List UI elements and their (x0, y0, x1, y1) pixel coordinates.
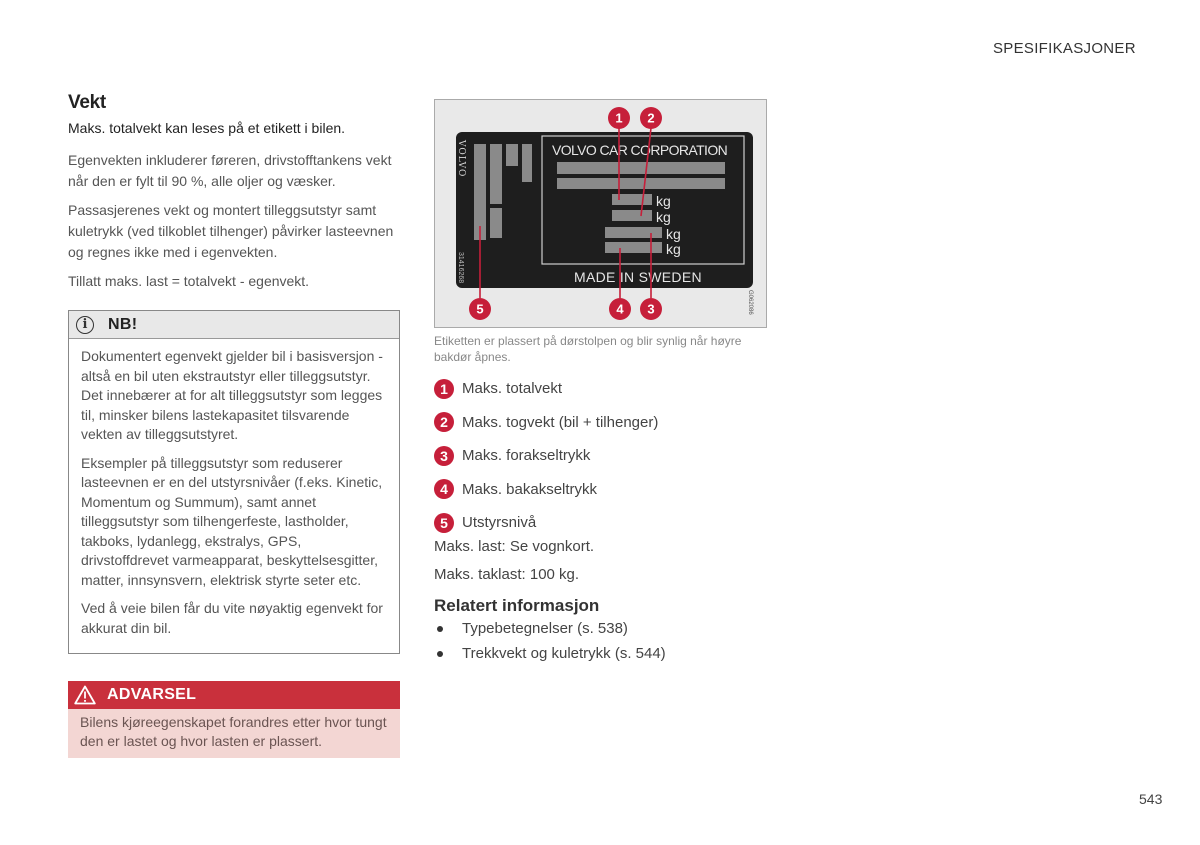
max-load-text: Maks. last: Se vognkort. (434, 538, 595, 555)
legend-item (434, 506, 774, 540)
related-link-label: Typebetegnelser (s. 538) (462, 620, 628, 637)
paragraph-max-load-formula: Tillatt maks. last = totalvekt - egenvekt. (68, 273, 310, 289)
paragraph-passengers: Passasjerenes vekt og montert tilleggsutstyr samt kuletrykk (ved tilkoblet tilhenger) påvirker lasteevnen og regnes ikke med i egenvekten. (68, 202, 394, 260)
page-number: 543 (1139, 791, 1163, 807)
note-paragraph: Dokumentert egenvekt gjelder bil i basisversjon - altså en bil uten ekstrautstyr eller tilleggsutstyr. Det innebærer at for alt tilleggsutstyr som legges til, minsker bilens lastekapasitet tilsvarende vekten av tilleggsutstyret. (81, 348, 383, 442)
related-heading: Relatert informasjon (434, 596, 600, 615)
related-list (434, 616, 666, 666)
callout-label-4: 4 (616, 301, 624, 317)
note-body (69, 339, 399, 653)
plate-title: VOLVO CAR CORPORATION (552, 142, 728, 158)
callout-label-5: 5 (476, 301, 484, 317)
note-header (69, 311, 399, 339)
left-column (68, 92, 400, 758)
made-in-text: MADE IN SWEDEN (574, 269, 702, 285)
unit-kg: kg (666, 241, 681, 257)
legend-item (434, 372, 774, 406)
related-link-type-designations[interactable] (434, 616, 666, 641)
weight-bar-2 (612, 210, 652, 221)
legend-item (434, 406, 774, 440)
note-title: NB! (108, 315, 138, 333)
callout-label-2: 2 (647, 110, 655, 126)
warning-title: ADVARSEL (107, 686, 197, 703)
unit-kg: kg (666, 226, 681, 242)
figure-caption: Etiketten er plassert på dørstolpen og blir synlig når høyre bakdør åpnes. (434, 334, 742, 364)
callout-label-1: 1 (615, 110, 623, 126)
note-box (68, 310, 400, 654)
weight-label-illustration (435, 100, 766, 327)
left-bar (490, 208, 502, 238)
page-heading: Vekt (68, 92, 106, 113)
note-paragraph: Ved å veie bilen får du vite nøyaktig egenvekt for akkurat din bil. (81, 600, 383, 636)
legend-badge: 2 (434, 412, 454, 432)
legend-badge: 5 (434, 513, 454, 533)
warning-box (68, 681, 400, 758)
brand-vertical-text: VOLVO (456, 140, 466, 178)
section-label: SPESIFIKASJONER (993, 40, 1136, 57)
unit-kg: kg (656, 209, 671, 225)
weight-label-figure (434, 99, 767, 328)
paragraph-curb-weight: Egenvekten inkluderer føreren, drivstofftankens vekt når den er fylt til 90 %, alle oljer og væsker. (68, 152, 392, 189)
part-number-text: 31416268 (457, 252, 464, 284)
callout-legend (434, 372, 774, 540)
left-bar (506, 144, 518, 166)
legend-item (434, 439, 774, 473)
left-bar (490, 144, 502, 204)
image-code-text: G062086 (747, 290, 753, 315)
related-link-towing-weight[interactable] (434, 641, 666, 666)
bullet-icon (437, 651, 443, 657)
warning-text: Bilens kjøreegenskapet forandres etter hvor tungt den er lastet og hvor lasten er plassert. (68, 709, 400, 758)
weight-bar-1 (612, 194, 652, 205)
legend-item (434, 473, 774, 507)
legend-badge: 3 (434, 446, 454, 466)
note-paragraph: Eksempler på tilleggsutstyr som reduserer lasteevnen er en del utstyrsnivåer (f.eks. Kinetic, Momentum og Summum), samt annet tilleggsutstyr som tilhengerfeste, lastholder, takboks, lydanlegg, ekstralys, GPS, drivstoffdrevet varmeapparat, beskyttelsesgitter, matter, innsynsvern, elektrisk styrte seter etc. (81, 454, 383, 588)
legend-label: Maks. togvekt (bil + tilhenger) (462, 413, 659, 431)
unit-kg: kg (656, 193, 671, 209)
legend-badge: 4 (434, 479, 454, 499)
info-icon: i (76, 316, 94, 334)
lead-text: Maks. totalvekt kan leses på et etikett i bilen. (68, 120, 346, 136)
left-bar (474, 144, 486, 240)
warning-header (68, 681, 400, 709)
legend-label: Maks. totalvekt (462, 380, 563, 398)
plate-bar (557, 178, 725, 189)
warning-triangle-icon (74, 685, 96, 705)
legend-badge: 1 (434, 379, 454, 399)
weight-bar-3 (605, 227, 662, 238)
legend-label: Utstyrsnivå (462, 514, 537, 532)
bullet-icon (437, 626, 443, 632)
weight-bar-4 (605, 242, 662, 253)
legend-label: Maks. bakakseltrykk (462, 480, 598, 498)
left-bar (522, 144, 532, 182)
related-link-label: Trekkvekt og kuletrykk (s. 544) (462, 645, 666, 662)
legend-label: Maks. forakseltrykk (462, 447, 591, 465)
plate-bar (557, 162, 725, 174)
max-roof-load-text: Maks. taklast: 100 kg. (434, 566, 580, 583)
callout-label-3: 3 (647, 301, 655, 317)
